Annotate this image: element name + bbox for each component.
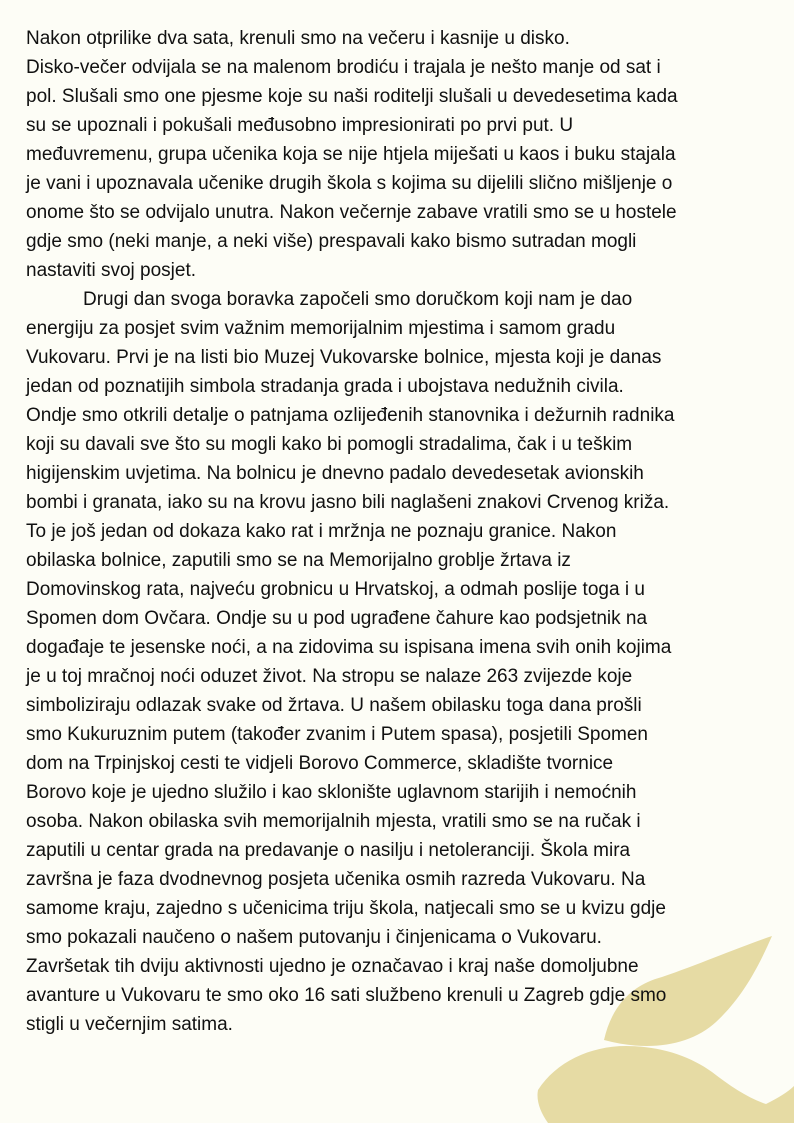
text-line: stigli u večernjim satima. [26,1014,233,1035]
paragraph [26,285,756,1039]
text-line: događaje te jesenske noći, a na zidovima su ispisana imena svih onih kojima [26,637,672,658]
text-line: Disko-večer odvijala se na malenom brodiću i trajala je nešto manje od sat i [26,57,661,78]
text-line: zaputili u centar grada na predavanje o nasilju i netoleranciji. Škola mira [26,840,631,861]
text-line: je vani i upoznavala učenike drugih škola s kojima su dijelili slično mišljenje o [26,173,673,194]
text-line: samome kraju, zajedno s učenicima triju škola, natjecali smo se u kvizu gdje [26,898,666,919]
text-line: Vukovaru. Prvi je na listi bio Muzej Vukovarske bolnice, mjesta koji je danas [26,347,662,368]
text-line: smo Kukuruznim putem (također zvanim i Putem spasa), posjetili Spomen [26,724,648,745]
text-line: simboliziraju odlazak svake od žrtava. U našem obilasku toga dana prošli [26,695,642,716]
text-line: Nakon otprilike dva sata, krenuli smo na večeru i kasnije u disko. [26,28,570,49]
text-line: završna je faza dvodnevnog posjeta učenika osmih razreda Vukovaru. Na [26,869,646,890]
text-line: higijenskim uvjetima. Na bolnicu je dnevno padalo devedesetak avionskih [26,463,644,484]
text-line: onome što se odvijalo unutra. Nakon večernje zabave vratili smo se u hostele [26,202,677,223]
text-line: gdje smo (neki manje, a neki više) prespavali kako bismo sutradan mogli [26,231,637,252]
text-line: jedan od poznatijih simbola stradanja grada i ubojstava nedužnih civila. [26,376,624,397]
text-line: Borovo koje je ujedno služilo i kao sklonište uglavnom starijih i nemoćnih [26,782,637,803]
text-line: Domovinskog rata, najveću grobnicu u Hrvatskoj, a odmah poslije toga i u [26,579,645,600]
text-line: energiju za posjet svim važnim memorijalnim mjestima i samom gradu [26,318,616,339]
text-line: To je još jedan od dokaza kako rat i mržnja ne poznaju granice. Nakon [26,521,617,542]
text-line: avanture u Vukovaru te smo oko 16 sati službeno krenuli u Zagreb gdje smo [26,985,667,1006]
text-line: dom na Trpinjskoj cesti te vidjeli Borovo Commerce, skladište tvornice [26,753,614,774]
text-line: bombi i granata, iako su na krovu jasno bili naglašeni znakovi Crvenog križa. [26,492,670,513]
text-line: međuvremenu, grupa učenika koja se nije htjela miješati u kaos i buku stajala [26,144,676,165]
text-line: Ondje smo otkrili detalje o patnjama ozlijeđenih stanovnika i dežurnih radnika [26,405,675,426]
text-line: Drugi dan svoga boravka započeli smo doručkom koji nam je dao [83,289,633,310]
text-line: obilaska bolnice, zaputili smo se na Memorijalno groblje žrtava iz [26,550,571,571]
paragraph [26,24,756,285]
text-line: pol. Slušali smo one pjesme koje su naši roditelji slušali u devedesetima kada [26,86,678,107]
text-line: Spomen dom Ovčara. Ondje su u pod ugrađene čahure kao podsjetnik na [26,608,648,629]
text-line: nastaviti svoj posjet. [26,260,197,281]
article-text [26,24,756,1039]
text-line: Završetak tih dviju aktivnosti ujedno je označavao i kraj naše domoljubne [26,956,639,977]
text-line: je u toj mračnoj noći oduzet život. Na stropu se nalaze 263 zvijezde koje [26,666,633,687]
text-line: osoba. Nakon obilaska svih memorijalnih mjesta, vratili smo se na ručak i [26,811,641,832]
text-line: koji su davali sve što su mogli kako bi pomogli stradalima, čak i u teškim [26,434,633,455]
text-line: smo pokazali naučeno o našem putovanju i činjenicama o Vukovaru. [26,927,602,948]
text-line: su se upoznali i pokušali međusobno impresionirati po prvi put. U [26,115,574,136]
